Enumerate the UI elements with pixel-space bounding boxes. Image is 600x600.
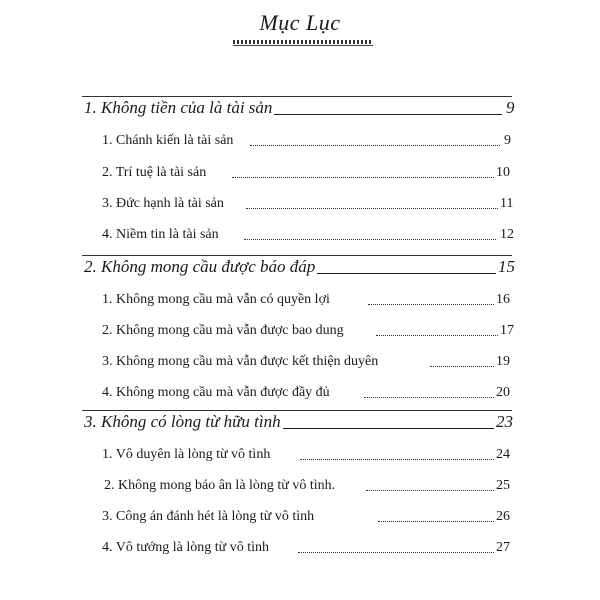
title-ornament-line: [233, 45, 373, 46]
title-ornament: [233, 40, 373, 44]
leader-line: [300, 273, 496, 274]
toc-section-page: 15: [498, 257, 515, 276]
toc-item-page: 11: [500, 196, 514, 211]
leader-dots: [376, 335, 498, 336]
toc-item-page: 24: [496, 447, 510, 462]
toc-item[interactable]: [0, 225, 600, 245]
toc-item-page: 20: [496, 385, 510, 400]
toc-section-page: 23: [496, 412, 513, 431]
section-divider: [82, 96, 512, 97]
toc-item-page: 10: [496, 165, 510, 180]
toc-section-label: 2. Không mong cầu được báo đáp: [84, 257, 316, 276]
toc-item-label: 3. Đức hạnh là tài sản: [102, 196, 224, 211]
toc-section-page: 9: [506, 98, 515, 117]
toc-item-label: 2. Không mong báo ân là lòng từ vô tình.: [104, 478, 336, 493]
toc-item-label: 1. Vô duyên là lòng từ vô tình: [102, 447, 271, 462]
leader-dots: [300, 459, 494, 460]
toc-item[interactable]: [0, 194, 600, 214]
toc-item-page: 25: [496, 478, 510, 493]
leader-dots: [244, 239, 496, 240]
leader-dots: [246, 208, 498, 209]
toc-item-page: 27: [496, 540, 510, 555]
section-divider: [82, 410, 512, 411]
leader-dots: [298, 552, 494, 553]
toc-item-label: 1. Chánh kiến là tài sản: [102, 133, 234, 148]
toc-item-page: 9: [504, 133, 511, 148]
toc-item-label: 1. Không mong cầu mà vẫn có quyền lợi: [102, 292, 330, 307]
toc-item-page: 16: [496, 292, 510, 307]
leader-dots: [366, 490, 494, 491]
leader-dots: [364, 397, 494, 398]
page-title: Mục Lục: [259, 10, 341, 35]
toc-item[interactable]: [0, 383, 600, 403]
toc-section-label: 3. Không có lòng từ hữu tình: [84, 412, 281, 431]
toc-section-1[interactable]: [0, 100, 600, 120]
toc-item-label: 3. Công án đánh hét là lòng từ vô tình: [102, 509, 315, 524]
toc-item-page: 19: [496, 354, 510, 369]
leader-dots: [378, 521, 494, 522]
toc-item-label: 4. Vô tướng là lòng từ vô tình: [102, 540, 269, 555]
leader-dots: [368, 304, 494, 305]
toc-item[interactable]: [0, 131, 600, 151]
toc-item-label: 4. Niềm tin là tài sản: [102, 227, 219, 242]
leader-line: [272, 428, 494, 429]
section-divider: [82, 255, 512, 256]
toc-section-label: 1. Không tiền của là tài sản: [84, 98, 273, 117]
toc-item-label: 2. Không mong cầu mà vẫn được bao dung: [102, 323, 344, 338]
toc-item[interactable]: [0, 445, 600, 465]
toc-item[interactable]: [0, 321, 600, 341]
toc-item-label: 4. Không mong cầu mà vẫn được đầy đủ: [102, 385, 330, 400]
leader-dots: [430, 366, 494, 367]
leader-dots: [250, 145, 500, 146]
leader-line: [262, 114, 502, 115]
toc-item[interactable]: [0, 163, 600, 183]
toc-item[interactable]: [0, 352, 600, 372]
toc-item-page: 12: [500, 227, 514, 242]
toc-item-page: 17: [500, 323, 514, 338]
toc-item[interactable]: [0, 476, 600, 496]
toc-item-page: 26: [496, 509, 510, 524]
toc-item[interactable]: [0, 290, 600, 310]
toc-item[interactable]: [0, 507, 600, 527]
toc-section-2[interactable]: [0, 259, 600, 279]
toc-item-label: 3. Không mong cầu mà vẫn được kết thiện duyên: [102, 354, 379, 369]
toc-item-label: 2. Trí tuệ là tài sản: [102, 165, 207, 180]
toc-item[interactable]: [0, 538, 600, 558]
toc-section-3[interactable]: [0, 414, 600, 434]
leader-dots: [232, 177, 494, 178]
